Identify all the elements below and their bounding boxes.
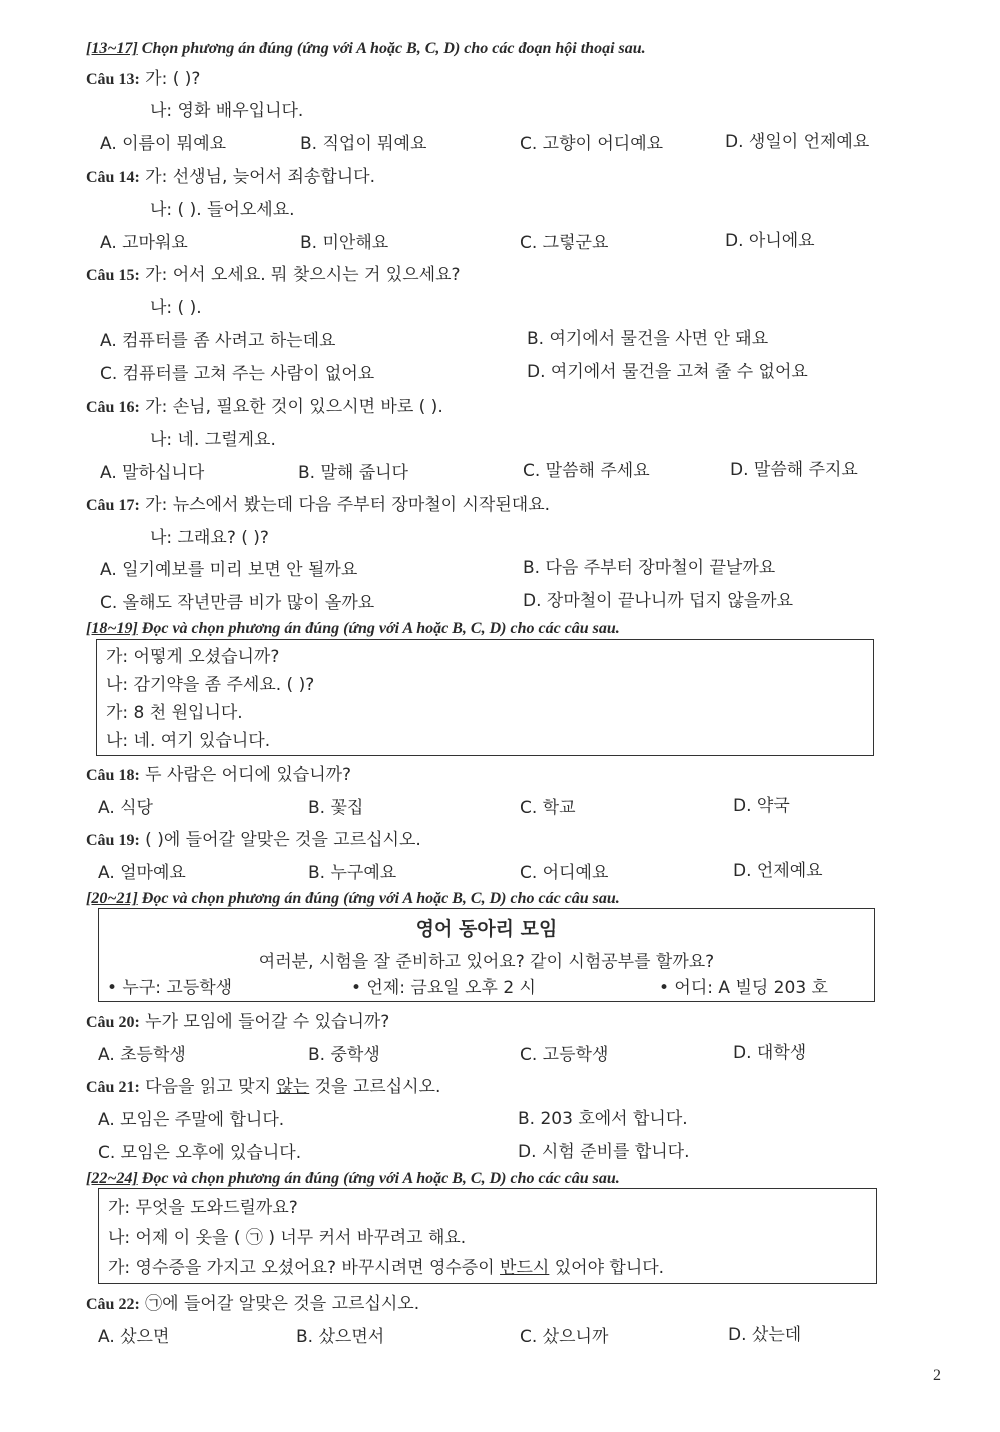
option-a: A. 샀으면 bbox=[98, 1327, 170, 1347]
question-line: 가: 뉴스에서 봤는데 다음 주부터 장마철이 시작된대요. bbox=[139, 495, 551, 515]
option-c: C. 올해도 작년만큼 비가 많이 올까요 bbox=[100, 593, 375, 613]
option-a: A. 말하십니다 bbox=[100, 463, 205, 483]
notice-when: • 언제: 금요일 오후 2 시 bbox=[351, 978, 536, 998]
question-number: Câu 14: bbox=[86, 169, 140, 186]
question-line-end: 것을 고르십시오. bbox=[309, 1077, 441, 1097]
section-instruction: Chọn phương án đúng (ứng với A hoặc B, C, D) cho các đoạn hội thoại sau. bbox=[137, 40, 646, 57]
option-a: A. 이름이 뭐예요 bbox=[100, 134, 227, 154]
option-b: B. 샀으면서 bbox=[296, 1327, 385, 1347]
option-c: C. 모임은 오후에 있습니다. bbox=[98, 1143, 302, 1163]
question-line: 가: 선생님, 늦어서 죄송합니다. bbox=[139, 167, 375, 187]
question-line: 두 사람은 어디에 있습니까? bbox=[139, 765, 352, 785]
notice-who: • 누구: 고등학생 bbox=[107, 978, 233, 998]
dialog-line: 나: 어제 이 옷을 ( ㉠ ) 너무 커서 바꾸려고 해요. bbox=[108, 1228, 467, 1248]
notice-box bbox=[98, 908, 875, 1002]
section-header-22-24 bbox=[86, 1168, 620, 1190]
option-d: D. 여기에서 물건을 고쳐 줄 수 없어요 bbox=[527, 362, 808, 382]
question-number: Câu 15: bbox=[86, 267, 140, 284]
dialog-line: 나: 감기약을 좀 주세요. ( )? bbox=[106, 675, 315, 695]
question-number: Câu 17: bbox=[86, 497, 140, 514]
dialog-line: 가: 8 천 원입니다. bbox=[106, 703, 243, 723]
option-d: D. 시험 준비를 합니다. bbox=[518, 1142, 690, 1162]
option-c: C. 말씀해 주세요 bbox=[523, 461, 650, 481]
question-13 bbox=[86, 68, 200, 91]
option-b: B. 203 호에서 합니다. bbox=[518, 1109, 688, 1129]
question-number: Câu 21: bbox=[86, 1079, 140, 1096]
option-d: D. 약국 bbox=[733, 796, 790, 816]
page-number: 2 bbox=[933, 1367, 941, 1384]
question-19 bbox=[86, 829, 421, 852]
option-a: A. 모임은 주말에 합니다. bbox=[98, 1110, 285, 1130]
option-b: B. 여기에서 물건을 사면 안 돼요 bbox=[527, 329, 769, 349]
question-line: 누가 모임에 들어갈 수 있습니까? bbox=[139, 1012, 390, 1032]
option-d: D. 말씀해 주지요 bbox=[730, 460, 858, 480]
dialog-box-22 bbox=[98, 1188, 877, 1284]
question-14 bbox=[86, 166, 375, 189]
section-header-18-19 bbox=[86, 618, 620, 640]
option-a: A. 일기예보를 미리 보면 안 될까요 bbox=[100, 560, 358, 580]
option-b: B. 꽃집 bbox=[308, 798, 364, 818]
option-b: B. 중학생 bbox=[308, 1045, 380, 1065]
question-17 bbox=[86, 494, 550, 517]
section-range: [18~19] bbox=[86, 620, 138, 637]
underlined-word: 반드시 bbox=[500, 1258, 550, 1278]
question-21 bbox=[86, 1076, 440, 1099]
option-a: A. 고마워요 bbox=[100, 233, 188, 253]
question-16-reply: 나: 네. 그럴게요. bbox=[150, 430, 276, 450]
option-c: C. 고향이 어디예요 bbox=[520, 134, 664, 154]
section-range: [20~21] bbox=[86, 890, 138, 907]
question-17-reply: 나: 그래요? ( )? bbox=[150, 528, 269, 548]
option-b: B. 직업이 뭐예요 bbox=[300, 134, 427, 154]
question-number: Câu 13: bbox=[86, 71, 140, 88]
option-c: C. 학교 bbox=[520, 798, 576, 818]
question-number: Câu 22: bbox=[86, 1296, 140, 1313]
option-d: D. 생일이 언제예요 bbox=[725, 132, 870, 152]
question-22 bbox=[86, 1293, 419, 1316]
option-d: D. 대학생 bbox=[733, 1043, 807, 1063]
question-number: Câu 19: bbox=[86, 832, 140, 849]
option-c: C. 컴퓨터를 고쳐 주는 사람이 없어요 bbox=[100, 364, 375, 384]
notice-where: • 어디: A 빌딩 203 호 bbox=[659, 978, 828, 998]
question-line: 다음을 읽고 맞지 bbox=[139, 1077, 277, 1097]
section-header-13-17 bbox=[86, 38, 646, 60]
option-d: D. 샀는데 bbox=[728, 1325, 802, 1345]
dialog-line bbox=[108, 1257, 664, 1279]
question-15 bbox=[86, 264, 461, 287]
dialog-text-end: 있어야 합니다. bbox=[549, 1258, 665, 1278]
question-14-reply: 나: ( ). 들어오세요. bbox=[150, 200, 295, 220]
option-a: A. 초등학생 bbox=[98, 1045, 186, 1065]
question-line: 가: 손님, 필요한 것이 있으시면 바로 ( ). bbox=[139, 397, 443, 417]
dialog-line: 가: 어떻게 오셨습니까? bbox=[106, 647, 280, 667]
question-15-reply: 나: ( ). bbox=[150, 298, 202, 318]
section-range: [22~24] bbox=[86, 1170, 138, 1187]
notice-body: 여러분, 시험을 잘 준비하고 있어요? 같이 시험공부를 할까요? bbox=[258, 952, 715, 972]
option-a: A. 컴퓨터를 좀 사려고 하는데요 bbox=[100, 331, 336, 351]
option-a: A. 식당 bbox=[98, 798, 153, 818]
option-d: D. 아니에요 bbox=[725, 231, 815, 251]
section-instruction: Đọc và chọn phương án đúng (ứng với A hoặc B, C, D) cho các câu sau. bbox=[137, 620, 620, 637]
underlined-word: 않는 bbox=[276, 1077, 310, 1097]
question-number: Câu 16: bbox=[86, 399, 140, 416]
question-line: ㉠에 들어갈 알맞은 것을 고르십시오. bbox=[139, 1294, 420, 1314]
option-c: C. 어디예요 bbox=[520, 863, 609, 883]
section-instruction: Đọc và chọn phương án đúng (ứng với A hoặc B, C, D) cho các câu sau. bbox=[137, 890, 620, 907]
notice-title: 영어 동아리 모임 bbox=[415, 918, 558, 940]
question-line: 가: ( )? bbox=[139, 69, 201, 89]
question-18 bbox=[86, 764, 351, 787]
question-16 bbox=[86, 396, 443, 419]
question-20 bbox=[86, 1011, 389, 1034]
dialog-box-18 bbox=[96, 639, 874, 756]
question-13-reply: 나: 영화 배우입니다. bbox=[150, 101, 304, 121]
question-number: Câu 18: bbox=[86, 767, 140, 784]
option-c: C. 그렇군요 bbox=[520, 233, 609, 253]
option-b: B. 다음 주부터 장마철이 끝날까요 bbox=[523, 558, 776, 578]
option-a: A. 얼마예요 bbox=[98, 863, 186, 883]
option-b: B. 누구예요 bbox=[308, 863, 397, 883]
option-c: C. 고등학생 bbox=[520, 1045, 609, 1065]
dialog-line: 가: 무엇을 도와드릴까요? bbox=[108, 1198, 298, 1218]
question-line: ( )에 들어갈 알맞은 것을 고르십시오. bbox=[139, 830, 421, 850]
option-d: D. 장마철이 끝나니까 덥지 않을까요 bbox=[523, 591, 794, 611]
question-number: Câu 20: bbox=[86, 1014, 140, 1031]
dialog-text: 가: 영수증을 가지고 오셨어요? 바꾸시려면 영수증이 bbox=[108, 1258, 501, 1278]
option-d: D. 언제예요 bbox=[733, 861, 823, 881]
option-b: B. 말해 줍니다 bbox=[298, 463, 408, 483]
section-range: [13~17] bbox=[86, 40, 138, 57]
question-line: 가: 어서 오세요. 뭐 찾으시는 거 있으세요? bbox=[139, 265, 461, 285]
section-instruction: Đọc và chọn phương án đúng (ứng với A hoặc B, C, D) cho các câu sau. bbox=[137, 1170, 620, 1187]
section-header-20-21 bbox=[86, 888, 620, 910]
dialog-line: 나: 네. 여기 있습니다. bbox=[106, 731, 271, 751]
option-c: C. 샀으니까 bbox=[520, 1327, 609, 1347]
option-b: B. 미안해요 bbox=[300, 233, 389, 253]
